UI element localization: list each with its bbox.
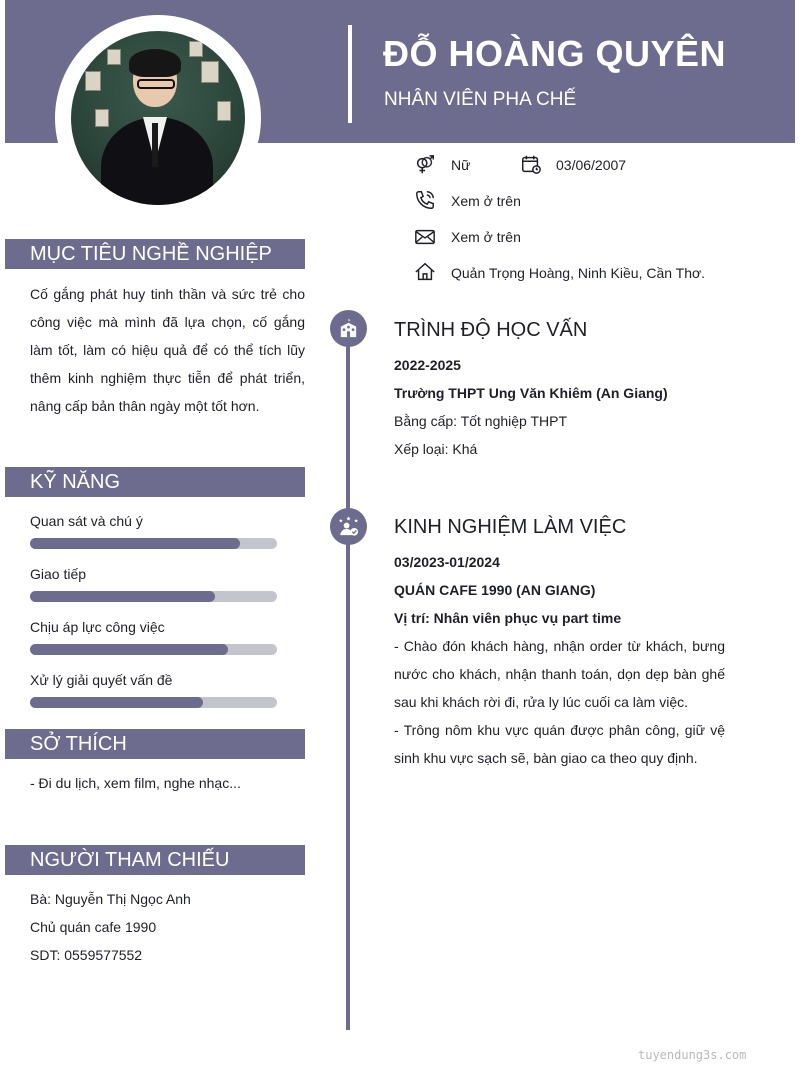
hobbies-text: - Đi du lịch, xem film, nghe nhạc... <box>30 775 241 791</box>
experience-period: 03/2023-01/2024 <box>394 554 500 570</box>
experience-duty: - Trông nôm khu vực quán được phân công, giữ vệ sinh khu vực sạch sẽ, bàn giao ca theo quy định. <box>394 722 725 766</box>
education-period: 2022-2025 <box>394 357 461 373</box>
phone-value: Xem ở trên <box>451 193 521 209</box>
skill-label: Chịu áp lực công việc <box>30 619 165 635</box>
education-rank: Xếp loại: Khá <box>394 441 478 457</box>
hobbies-heading: SỞ THÍCH <box>5 729 305 759</box>
timeline-line <box>346 320 350 1030</box>
email-value: Xem ở trên <box>451 229 521 245</box>
address-value: Quản Trọng Hoàng, Ninh Kiều, Cần Thơ. <box>451 265 706 281</box>
skill-bar-track <box>30 644 277 655</box>
skill-bar-track <box>30 538 277 549</box>
candidate-name: ĐỖ HOÀNG QUYÊN <box>383 33 727 74</box>
team-star-icon <box>330 508 367 545</box>
reference-line: Chủ quán cafe 1990 <box>30 919 157 935</box>
reference-line: SDT: 0559577552 <box>30 947 143 963</box>
experience-duty: - Chào đón khách hàng, nhận order từ khách, bưng nước cho khách, nhận thanh toán, dọn dẹp bàn ghế sau khi khách rời đi, rửa ly lúc cuối ca làm việc. <box>394 638 725 710</box>
gender-icon <box>414 154 436 176</box>
references-heading: NGƯỜI THAM CHIẾU <box>5 845 305 875</box>
phone-icon <box>414 189 436 211</box>
envelope-icon <box>414 226 436 248</box>
skill-bar-fill <box>30 538 240 549</box>
education-heading: TRÌNH ĐỘ HỌC VẤN <box>394 319 588 341</box>
calendar-icon <box>520 153 542 175</box>
header-divider <box>348 25 352 123</box>
reference-line: Bà: Nguyễn Thị Ngọc Anh <box>30 891 191 907</box>
skill-bar-fill <box>30 591 215 602</box>
experience-heading: KINH NGHIỆM LÀM VIỆC <box>394 516 627 538</box>
home-icon <box>414 261 436 283</box>
gender-value: Nữ <box>451 157 471 173</box>
experience-position: Vị trí: Nhân viên phục vụ part time <box>394 610 622 626</box>
skill-bar-fill <box>30 644 228 655</box>
birth-date-value: 03/06/2007 <box>556 157 627 173</box>
skills-heading: KỸ NĂNG <box>5 467 305 497</box>
skill-bar-track <box>30 697 277 708</box>
school-icon <box>330 310 367 347</box>
skill-bar-track <box>30 591 277 602</box>
skill-label: Giao tiếp <box>30 566 87 582</box>
watermark: tuyendung3s.com <box>638 1048 747 1062</box>
education-school: Trường THPT Ung Văn Khiêm (An Giang) <box>394 385 668 401</box>
skill-label: Quan sát và chú ý <box>30 513 143 529</box>
skill-label: Xử lý giải quyết vấn đề <box>30 672 173 688</box>
career-objective-heading: MỤC TIÊU NGHỀ NGHIỆP <box>5 239 305 269</box>
candidate-role: NHÂN VIÊN PHA CHẾ <box>384 89 577 110</box>
skill-bar-fill <box>30 697 203 708</box>
career-objective-text: Cố gắng phát huy tinh thần và sức trẻ cho công việc mà mình đã lựa chọn, cố gắng làm tốt, làm có hiệu quả để có thể tích lũy thêm kinh nghiệm thực tiễn để phát triển, nâng cấp bản thân ngày một tốt hơn. <box>30 286 305 414</box>
education-degree: Bằng cấp: Tốt nghiệp THPT <box>394 413 568 429</box>
experience-company: QUÁN CAFE 1990 (AN GIANG) <box>394 582 596 598</box>
avatar <box>71 31 245 205</box>
